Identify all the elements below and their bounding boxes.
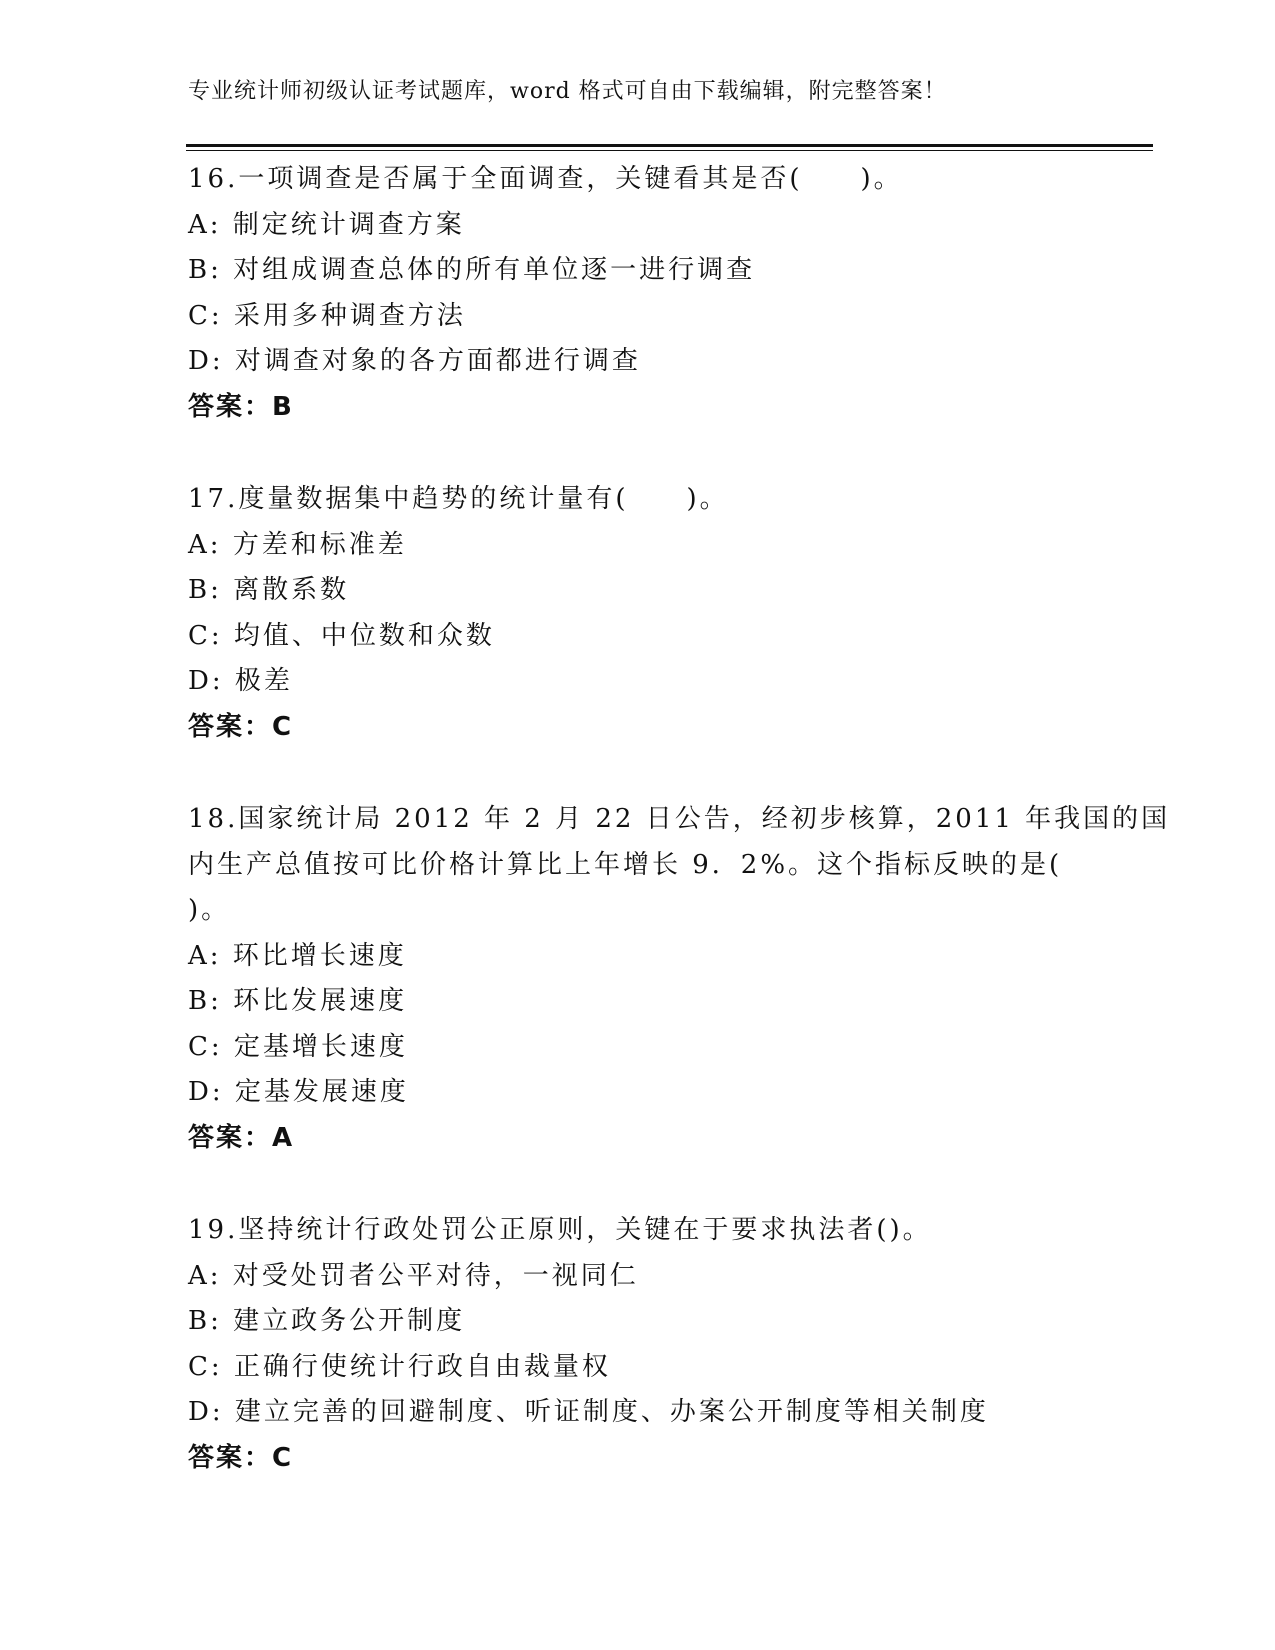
question-16 <box>188 157 1088 430</box>
option-b: B: 对组成调查总体的所有单位逐一进行调查 <box>188 255 756 285</box>
answer-label: 答案：A <box>188 1122 295 1153</box>
option-a: A: 对受处罚者公平对待，一视同仁 <box>188 1260 639 1291</box>
answer-label: 答案：C <box>188 1442 294 1473</box>
option-a: A: 方差和标准差 <box>188 529 407 560</box>
question-19 <box>188 1208 1088 1481</box>
option-a: A: 制定统计调查方案 <box>188 209 465 240</box>
stem-line: 16.一项调查是否属于全面调查，关键看其是否( )。 <box>188 164 903 194</box>
header-rule-thin <box>186 150 1153 151</box>
stem-line: 内生产总值按可比价格计算比上年增长 9．2%。这个指标反映的是( <box>188 849 1063 880</box>
question-stem <box>188 477 1088 523</box>
stem-line: 18.国家统计局 2012 年 2 月 22 日公告，经初步核算，2011 年我国的国 <box>188 804 1171 834</box>
page-header: 专业统计师初级认证考试题库，word 格式可自由下载编辑，附完整答案！ <box>188 79 947 104</box>
answer-label: 答案：C <box>188 711 294 742</box>
option-b: B: 离散系数 <box>188 575 350 605</box>
stem-line: )。 <box>188 895 231 925</box>
option-b: B: 环比发展速度 <box>188 986 408 1016</box>
option-d: D: 建立完善的回避制度、听证制度、办案公开制度等相关制度 <box>188 1397 989 1427</box>
question-17 <box>188 477 1088 750</box>
question-stem <box>188 157 1088 203</box>
option-d: D: 对调查对象的各方面都进行调查 <box>188 346 641 376</box>
question-stem <box>188 797 1171 934</box>
question-stem <box>188 1208 1088 1254</box>
option-c: C: 定基增长速度 <box>188 1031 408 1062</box>
option-c: C: 采用多种调查方法 <box>188 300 466 331</box>
answer-label: 答案：B <box>188 391 294 422</box>
option-c: C: 均值、中位数和众数 <box>188 620 495 651</box>
question-list <box>188 157 1171 1528</box>
header-rule-thick <box>186 144 1153 147</box>
option-d: D: 极差 <box>188 666 293 696</box>
option-b: B: 建立政务公开制度 <box>188 1306 466 1336</box>
option-d: D: 定基发展速度 <box>188 1077 409 1107</box>
option-c: C: 正确行使统计行政自由裁量权 <box>188 1351 611 1382</box>
option-a: A: 环比增长速度 <box>188 940 407 971</box>
question-18 <box>188 797 1171 1161</box>
stem-line: 19.坚持统计行政处罚公正原则，关键在于要求执法者()。 <box>188 1215 932 1245</box>
stem-line: 17.度量数据集中趋势的统计量有( )。 <box>188 484 729 514</box>
